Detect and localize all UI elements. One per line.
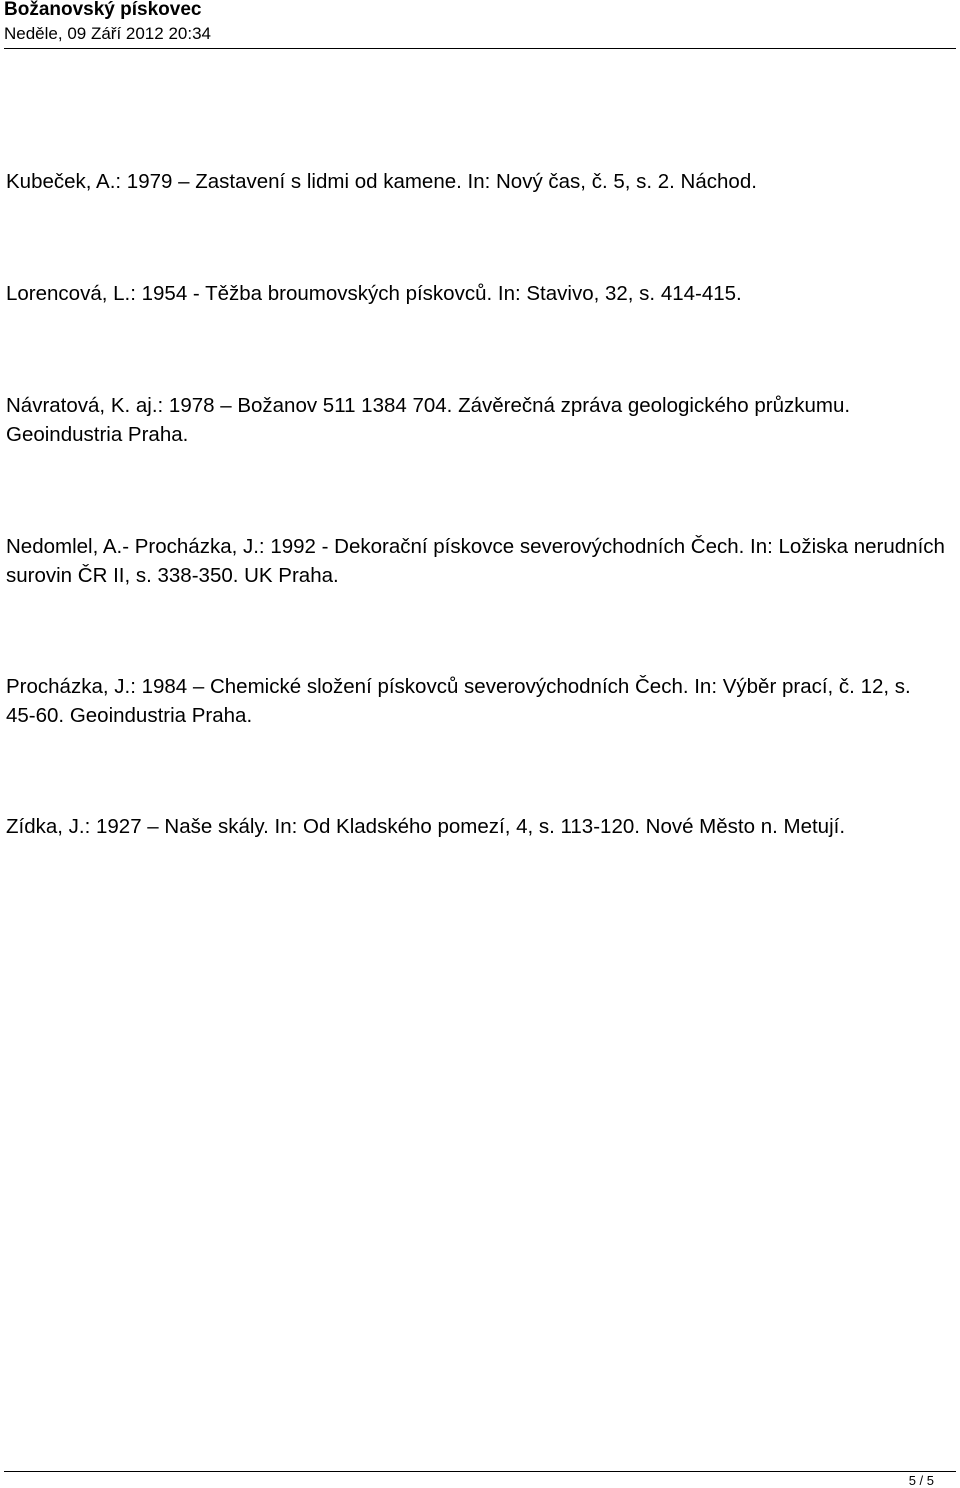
reference-item: Procházka, J.: 1984 – Chemické složení pískovců severovýchodních Čech. In: Výběr prací, č. 12, s. 45-60. Geoindustria Praha.	[6, 675, 911, 727]
page-number: 5 / 5	[908, 1473, 934, 1488]
footer-divider	[4, 1471, 956, 1472]
reference-item: Lorencová, L.: 1954 - Těžba broumovských pískovců. In: Stavivo, 32, s. 414-415.	[6, 282, 742, 305]
page-header	[4, 0, 956, 45]
reference-item: Zídka, J.: 1927 – Naše skály. In: Od Kladského pomezí, 4, s. 113-120. Nové Město n. Metují.	[6, 815, 846, 838]
reference-item: Nedomlel, A.- Procházka, J.: 1992 - Dekorační pískovce severovýchodních Čech. In: Ložiska nerudních surovin ČR II, s. 338-350. UK Praha.	[6, 535, 945, 587]
reference-item: Návratová, K. aj.: 1978 – Božanov 511 1384 704. Závěrečná zpráva geologického průzkumu. Geoindustria Praha.	[6, 394, 851, 446]
document-title: Božanovský pískovec	[4, 0, 202, 20]
reference-item: Kubeček, A.: 1979 – Zastavení s lidmi od kamene. In: Nový čas, č. 5, s. 2. Náchod.	[6, 170, 757, 193]
header-divider	[4, 48, 956, 49]
document-date: Neděle, 09 Září 2012 20:34	[4, 24, 211, 43]
